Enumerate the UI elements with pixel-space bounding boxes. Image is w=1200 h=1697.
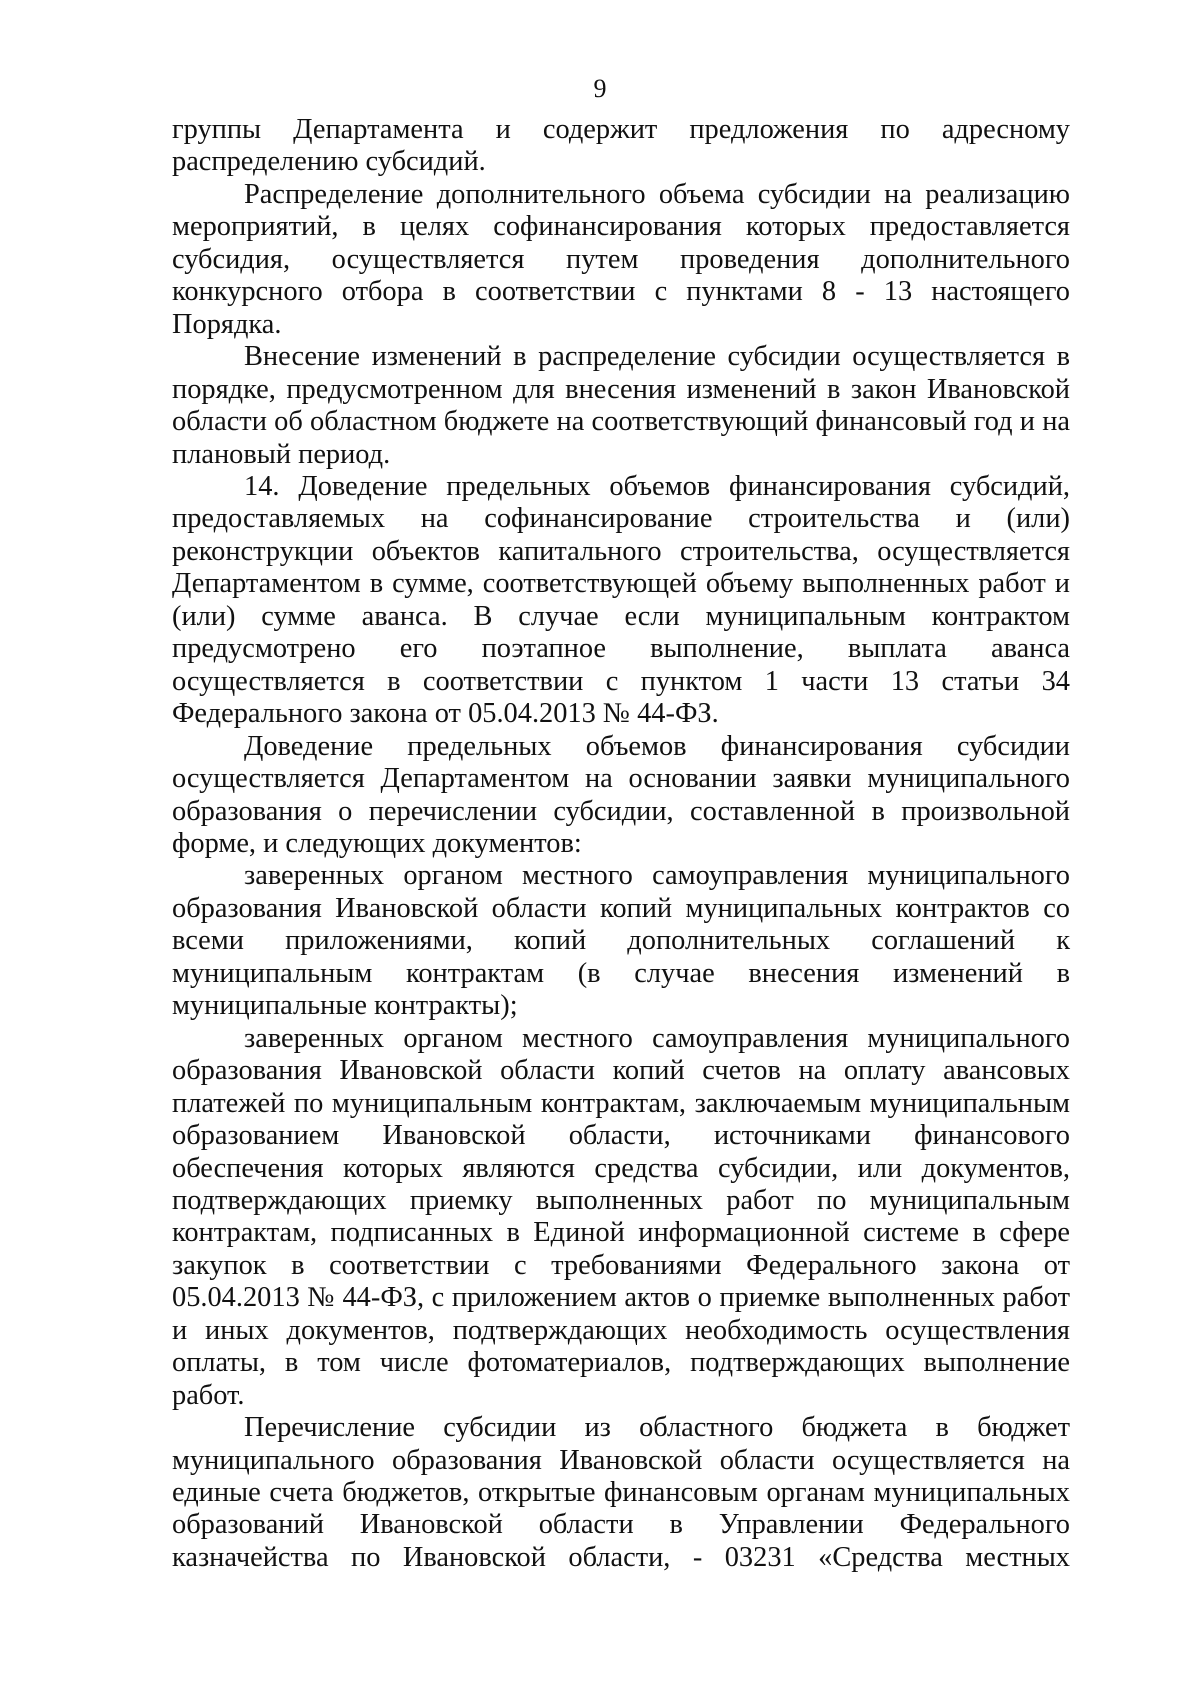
paragraph-subsidy-transfer: Перечисление субсидии из областного бюджета в бюджет муниципального образования Ивановской области осуществляется на единые счета бюджетов, открытые финансовым органам муниципальных образований Ивановской области в Управлении Федерального казначейства по Ивановской области, - 03231 «Средства местных xyxy=(172,1412,1070,1573)
paragraph-additional-volume-distribution: Распределение дополнительного объема субсидии на реализацию мероприятий, в целях софинансирования которых предоставляется субсидия, осуществляется путем проведения дополнительного конкурсного отбора в соответствии с пунктами 8 - 13 настоящего Порядка. xyxy=(172,178,1070,340)
paragraph-department-group-continuation: группы Департамента и содержит предложения по адресному распределению субсидий. xyxy=(172,114,1070,178)
page-number: 9 xyxy=(593,74,607,103)
paragraph-distribution-changes: Внесение изменений в распределение субсидии осуществляется в порядке, предусмотренном для внесения изменений в закон Ивановской области об областном бюджете на соответствующий финансовый год и на плановый период. xyxy=(172,341,1070,470)
paragraph-certified-invoice-copies: заверенных органом местного самоуправления муниципального образования Ивановской области копий счетов на оплату авансовых платежей по муниципальным контрактам, заключаемым муниципальным образованием Ивановской области, источниками финансового обеспечения которых являются средства субсидии, или документов, подтверждающих приемку выполненных работ по муниципальным контрактам, подписанных в Единой информационной системе в сфере закупок в соответствии с требованиями Федерального закона от 05.04.2013 № 44-ФЗ, с приложением актов о приемке выполненных работ и иных документов, подтверждающих необходимость осуществления оплаты, в том числе фотоматериалов, подтверждающих выполнение работ. xyxy=(172,1022,1070,1411)
paragraph-financing-basis: Доведение предельных объемов финансирования субсидии осуществляется Департаментом на основании заявки муниципального образования о перечислении субсидии, составленной в произвольной форме, и следующих документов: xyxy=(172,730,1070,859)
document-body xyxy=(172,114,1070,1574)
paragraph-certified-contract-copies: заверенных органом местного самоуправления муниципального образования Ивановской области копий муниципальных контрактов со всеми приложениями, копий дополнительных соглашений к муниципальным контрактам (в случае внесения изменений в муниципальные контракты); xyxy=(172,860,1070,1022)
paragraph-item-14-financing-limits: 14. Доведение предельных объемов финансирования субсидий, предоставляемых на софинансирование строительства и (или) реконструкции объектов капитального строительства, осуществляется Департаментом в сумме, соответствующей объему выполненных работ и (или) сумме аванса. В случае если муниципальным контрактом предусмотрено его поэтапное выполнение, выплата аванса осуществляется в соответствии с пунктом 1 части 13 статьи 34 Федерального закона от 05.04.2013 № 44-ФЗ. xyxy=(172,470,1070,730)
